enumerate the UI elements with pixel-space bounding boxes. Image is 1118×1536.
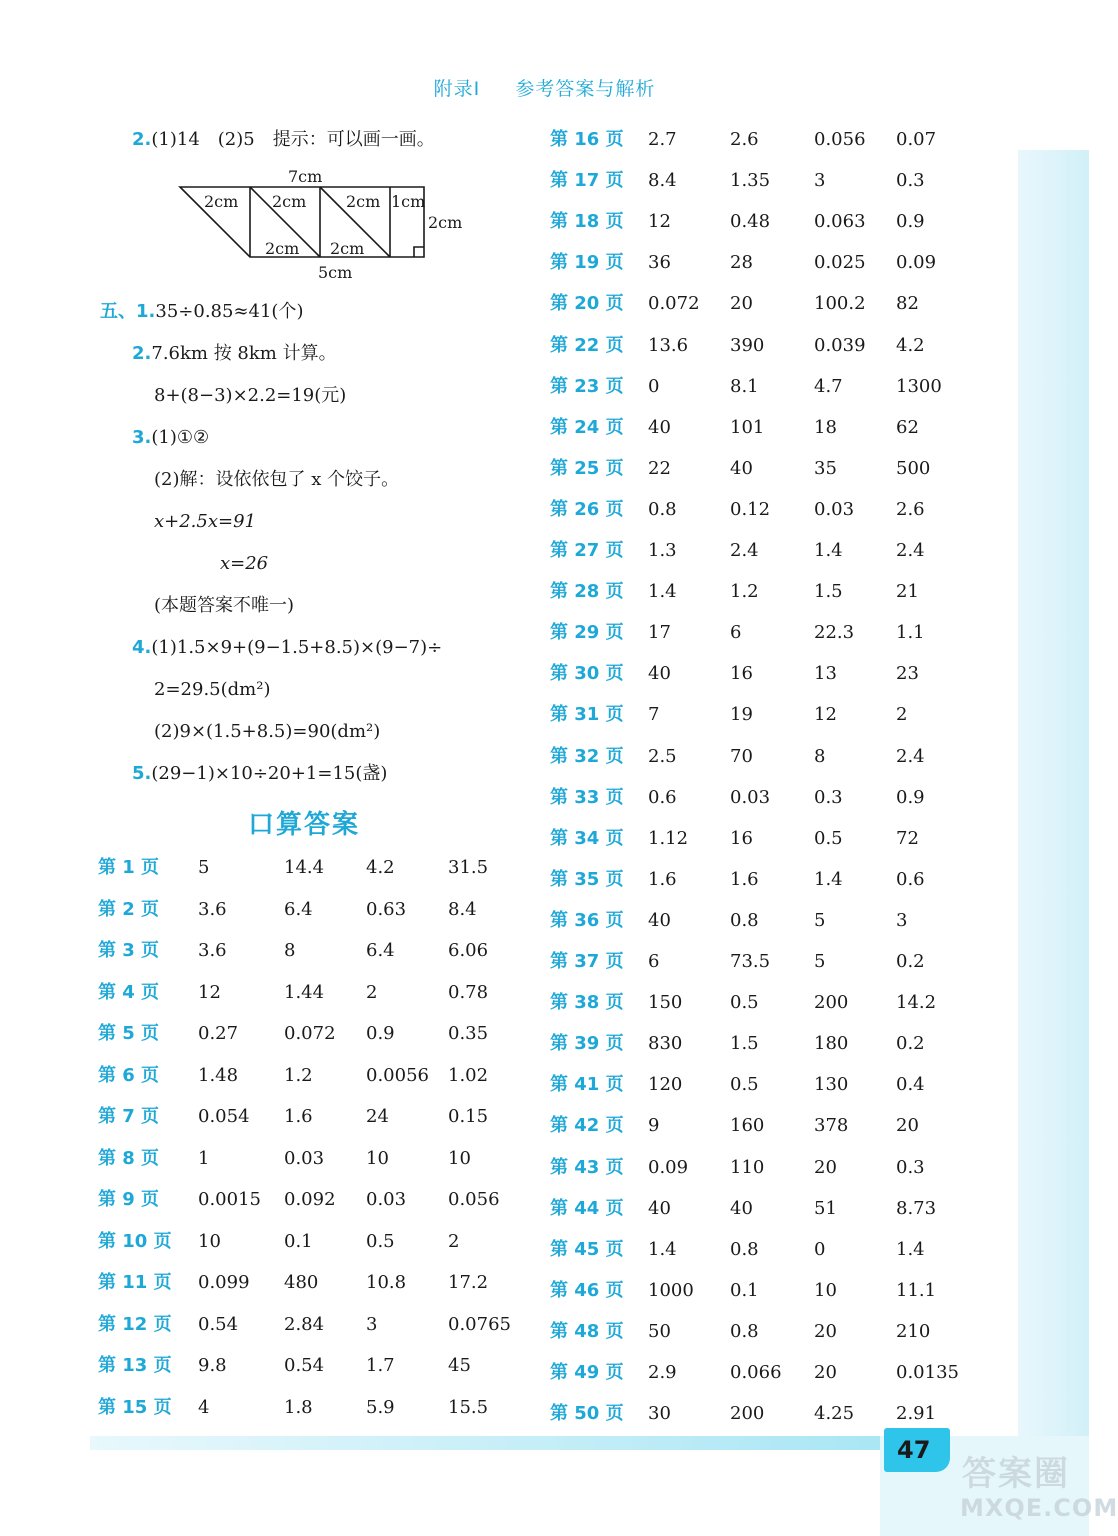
row-page-label: 第 43 页 <box>550 1156 624 1178</box>
row-value: 5 <box>198 857 210 878</box>
row-value: 0.27 <box>198 1023 239 1044</box>
row-value: 0.0056 <box>366 1064 429 1086</box>
row-page-label: 第 50 页 <box>550 1403 624 1425</box>
figure-right-label: 2cm <box>428 213 463 232</box>
row-page-label: 第 49 页 <box>550 1362 624 1383</box>
row-value: 30 <box>648 1403 671 1425</box>
row-value: 2.4 <box>730 540 759 561</box>
row-value: 10 <box>198 1230 221 1252</box>
row-page-label: 第 28 页 <box>550 581 624 603</box>
row-page-label: 第 27 页 <box>550 540 624 561</box>
row-value: 0.15 <box>448 1106 489 1127</box>
row-page-label: 第 25 页 <box>550 457 624 479</box>
watermark-line-1: 答案圈 <box>962 1454 1070 1494</box>
s5-q5-line <box>132 762 387 786</box>
row-value: 210 <box>896 1320 931 1342</box>
row-value: 0.039 <box>814 334 866 356</box>
row-value: 8 <box>814 745 826 767</box>
row-value: 0.3 <box>814 786 843 808</box>
row-value: 1.48 <box>198 1064 239 1086</box>
row-value: 0 <box>648 375 660 397</box>
row-value: 0.03 <box>284 1147 325 1169</box>
row-value: 9 <box>648 1115 660 1137</box>
row-page-label: 第 22 页 <box>550 334 624 356</box>
row-value: 160 <box>730 1115 765 1137</box>
row-value: 200 <box>814 992 849 1014</box>
row-value: 130 <box>814 1074 849 1096</box>
row-value: 0.0765 <box>448 1313 511 1335</box>
row-value: 1.4 <box>648 581 677 603</box>
row-page-label: 第 16 页 <box>550 129 624 150</box>
trapezoid-figure <box>150 160 480 290</box>
kousuan-title: 口算答案 <box>248 810 361 840</box>
row-value: 0.025 <box>814 252 866 274</box>
row-value: 1.6 <box>284 1106 313 1127</box>
s5-q4-text-c: (2)9×(1.5+8.5)=90(dm²) <box>154 721 381 742</box>
row-page-label: 第 29 页 <box>550 622 624 644</box>
row-value: 0.3 <box>896 170 925 192</box>
s5-q3-text-b: (2)解：设依依包了 x 个饺子。 <box>154 469 400 490</box>
row-page-label: 第 8 页 <box>98 1147 160 1169</box>
row-value: 13.6 <box>648 334 689 356</box>
row-value: 20 <box>730 293 753 315</box>
q2-number: 2. <box>132 129 152 150</box>
row-value: 1 <box>198 1147 210 1169</box>
row-value: 0.5 <box>814 827 843 849</box>
row-value: 1.8 <box>284 1396 313 1418</box>
row-value: 72 <box>896 827 919 849</box>
row-value: 378 <box>814 1115 849 1137</box>
row-value: 2.9 <box>648 1362 677 1383</box>
row-value: 2 <box>366 981 378 1003</box>
row-value: 1300 <box>896 375 942 397</box>
row-value: 1.6 <box>730 868 759 890</box>
row-value: 7 <box>648 704 660 726</box>
row-page-label: 第 26 页 <box>550 498 624 520</box>
row-value: 18 <box>814 416 837 438</box>
row-value: 2 <box>448 1230 460 1252</box>
row-value: 2 <box>896 704 908 726</box>
row-value: 0.09 <box>896 252 937 274</box>
section5-label: 五、 <box>100 301 136 322</box>
row-value: 0.063 <box>814 211 866 233</box>
row-value: 0.12 <box>730 498 771 520</box>
s5-q3-text-c: x+2.5x=91 <box>154 511 256 532</box>
row-value: 2.4 <box>896 540 925 561</box>
q2-line <box>132 128 435 152</box>
s5-q2-text-b: 8+(8−3)×2.2=19(元) <box>154 385 347 406</box>
row-value: 4.25 <box>814 1403 855 1425</box>
row-value: 0.0135 <box>896 1362 959 1383</box>
s5-q4-text-b: 2=29.5(dm²) <box>154 679 271 700</box>
row-value: 20 <box>896 1115 919 1137</box>
row-value: 17 <box>648 622 671 644</box>
row-value: 1.2 <box>730 581 759 603</box>
s5-q5-number: 5. <box>132 763 152 784</box>
row-value: 10 <box>448 1147 471 1169</box>
s5-q5-text: (29−1)×10÷20+1=15(盏) <box>151 763 388 784</box>
q2-text: (1)14 (2)5 提示：可以画一画。 <box>151 129 435 150</box>
row-page-label: 第 41 页 <box>550 1074 624 1096</box>
row-value: 3 <box>366 1313 378 1335</box>
row-page-label: 第 39 页 <box>550 1033 624 1055</box>
row-value: 28 <box>730 252 753 274</box>
row-value: 0.8 <box>730 1320 759 1342</box>
row-value: 15.5 <box>448 1396 489 1418</box>
row-value: 0.54 <box>198 1313 239 1335</box>
row-value: 1.4 <box>896 1238 925 1260</box>
row-value: 62 <box>896 416 919 438</box>
s5-q3-text-e: (本题答案不唯一) <box>154 595 295 616</box>
row-value: 3 <box>814 170 826 192</box>
row-value: 3 <box>896 909 908 931</box>
row-page-label: 第 23 页 <box>550 375 624 397</box>
row-value: 31.5 <box>448 857 489 878</box>
s5-q3-text-d: x=26 <box>220 553 269 574</box>
row-value: 0.072 <box>284 1023 336 1044</box>
row-value: 150 <box>648 992 683 1014</box>
row-value: 3.6 <box>198 940 227 961</box>
row-value: 17.2 <box>448 1272 489 1293</box>
row-value: 4.2 <box>896 334 925 356</box>
row-value: 20 <box>814 1362 837 1383</box>
row-value: 4 <box>198 1396 210 1418</box>
row-value: 1.02 <box>448 1064 489 1086</box>
row-value: 0.066 <box>730 1362 782 1383</box>
row-value: 8.73 <box>896 1197 937 1219</box>
row-page-label: 第 13 页 <box>98 1355 172 1376</box>
row-value: 0.0015 <box>198 1189 261 1210</box>
row-value: 0.9 <box>896 211 925 233</box>
row-page-label: 第 30 页 <box>550 663 624 685</box>
row-value: 1.7 <box>366 1355 395 1376</box>
row-page-label: 第 48 页 <box>550 1320 624 1342</box>
row-page-label: 第 35 页 <box>550 868 624 890</box>
row-value: 0.8 <box>730 909 759 931</box>
row-value: 100.2 <box>814 293 866 315</box>
row-page-label: 第 32 页 <box>550 745 624 767</box>
row-page-label: 第 10 页 <box>98 1230 172 1252</box>
s5-q4-number: 4. <box>132 637 152 658</box>
s5-q3-text-a: (1)①② <box>151 427 210 448</box>
row-value: 120 <box>648 1074 683 1096</box>
row-page-label: 第 19 页 <box>550 252 624 274</box>
row-value: 1.4 <box>814 868 843 890</box>
row-value: 5.9 <box>366 1396 395 1418</box>
row-value: 11.1 <box>896 1279 937 1301</box>
s5-q2-number: 2. <box>132 343 152 364</box>
row-value: 13 <box>814 663 837 685</box>
row-page-label: 第 37 页 <box>550 951 624 972</box>
row-value: 2.91 <box>896 1403 937 1425</box>
s5-q1-number: 1. <box>136 301 156 322</box>
row-value: 0.9 <box>896 786 925 808</box>
s5-q4-text-a: (1)1.5×9+(9−1.5+8.5)×(9−7)÷ <box>151 637 443 658</box>
row-value: 40 <box>730 1197 753 1219</box>
row-value: 1.4 <box>648 1238 677 1260</box>
row-value: 830 <box>648 1033 683 1055</box>
row-value: 0.54 <box>284 1355 325 1376</box>
row-value: 0.8 <box>648 498 677 520</box>
row-page-label: 第 18 页 <box>550 211 624 233</box>
row-value: 0.09 <box>648 1156 689 1178</box>
row-value: 51 <box>814 1197 837 1219</box>
row-value: 8.4 <box>448 898 477 920</box>
row-value: 5 <box>814 951 826 972</box>
row-value: 6.06 <box>448 940 489 961</box>
row-page-label: 第 15 页 <box>98 1396 172 1418</box>
row-value: 0.9 <box>366 1023 395 1044</box>
figure-top-label: 7cm <box>288 167 323 186</box>
s5-q2-text-a: 7.6km 按 8km 计算。 <box>151 343 337 364</box>
row-value: 0.1 <box>284 1230 313 1252</box>
row-page-label: 第 12 页 <box>98 1313 172 1335</box>
row-value: 0.8 <box>730 1238 759 1260</box>
row-value: 0.07 <box>896 129 937 150</box>
s5-q2-line <box>132 342 337 366</box>
row-value: 1.4 <box>814 540 843 561</box>
row-value: 82 <box>896 293 919 315</box>
row-value: 24 <box>366 1106 389 1127</box>
row-value: 6.4 <box>366 940 395 961</box>
row-value: 2.84 <box>284 1313 325 1335</box>
row-value: 0 <box>814 1238 826 1260</box>
row-value: 0.054 <box>198 1106 250 1127</box>
row-value: 1.5 <box>730 1033 759 1055</box>
row-value: 14.4 <box>284 857 325 878</box>
row-value: 4.7 <box>814 375 843 397</box>
row-value: 390 <box>730 334 765 356</box>
row-value: 40 <box>648 1197 671 1219</box>
row-value: 110 <box>730 1156 765 1178</box>
figure-label-1: 2cm <box>204 192 239 211</box>
figure-label-5: 2cm <box>265 239 300 258</box>
row-value: 0.4 <box>896 1074 925 1096</box>
row-value: 200 <box>730 1403 765 1425</box>
row-value: 12 <box>814 704 837 726</box>
row-value: 20 <box>814 1156 837 1178</box>
row-page-label: 第 3 页 <box>98 940 160 961</box>
figure-label-4: 1cm <box>391 192 426 211</box>
watermark <box>958 1440 1118 1532</box>
row-value: 1000 <box>648 1279 694 1301</box>
s5-q1-line <box>100 300 303 324</box>
row-page-label: 第 46 页 <box>550 1279 624 1301</box>
row-value: 22.3 <box>814 622 855 644</box>
s5-q3-line <box>132 426 209 450</box>
row-value: 16 <box>730 827 753 849</box>
row-value: 20 <box>814 1320 837 1342</box>
row-page-label: 第 2 页 <box>98 898 160 920</box>
row-value: 10 <box>366 1147 389 1169</box>
row-page-label: 第 45 页 <box>550 1238 624 1260</box>
row-value: 6 <box>648 951 660 972</box>
row-value: 40 <box>648 909 671 931</box>
figure-bottom-label: 5cm <box>318 263 353 282</box>
row-value: 6.4 <box>284 898 313 920</box>
row-value: 180 <box>814 1033 849 1055</box>
row-value: 35 <box>814 457 837 479</box>
row-value: 0.2 <box>896 951 925 972</box>
row-page-label: 第 5 页 <box>98 1023 160 1044</box>
row-value: 1.3 <box>648 540 677 561</box>
row-value: 0.03 <box>730 786 771 808</box>
row-value: 8 <box>284 940 296 961</box>
row-value: 0.056 <box>448 1189 500 1210</box>
row-value: 0.5 <box>730 992 759 1014</box>
row-value: 40 <box>648 663 671 685</box>
row-page-label: 第 33 页 <box>550 786 624 808</box>
page-header <box>0 74 1089 101</box>
row-value: 8.4 <box>648 170 677 192</box>
row-page-label: 第 1 页 <box>98 857 160 878</box>
row-value: 1.12 <box>648 827 689 849</box>
row-value: 0.1 <box>730 1279 759 1301</box>
row-value: 0.78 <box>448 981 489 1003</box>
row-value: 1.5 <box>814 581 843 603</box>
row-value: 10.8 <box>366 1272 407 1293</box>
figure-label-6: 2cm <box>330 239 365 258</box>
row-page-label: 第 6 页 <box>98 1064 160 1086</box>
row-value: 40 <box>648 416 671 438</box>
row-value: 2.4 <box>896 745 925 767</box>
row-value: 5 <box>814 909 826 931</box>
row-value: 45 <box>448 1355 471 1376</box>
row-value: 0.48 <box>730 211 771 233</box>
row-value: 70 <box>730 745 753 767</box>
row-value: 36 <box>648 252 671 274</box>
row-value: 16 <box>730 663 753 685</box>
row-value: 4.2 <box>366 857 395 878</box>
row-page-label: 第 36 页 <box>550 909 624 931</box>
row-value: 9.8 <box>198 1355 227 1376</box>
row-page-label: 第 11 页 <box>98 1272 172 1293</box>
row-value: 40 <box>730 457 753 479</box>
figure-label-3: 2cm <box>346 192 381 211</box>
figure-label-2: 2cm <box>272 192 307 211</box>
row-value: 19 <box>730 704 753 726</box>
page-number: 47 <box>897 1436 931 1464</box>
row-value: 10 <box>814 1279 837 1301</box>
row-value: 1.6 <box>648 868 677 890</box>
row-value: 0.099 <box>198 1272 250 1293</box>
s5-q1-text: 35÷0.85≈41(个) <box>155 301 304 322</box>
row-value: 73.5 <box>730 951 771 972</box>
row-value: 0.03 <box>366 1189 407 1210</box>
row-value: 2.6 <box>896 498 925 520</box>
row-value: 0.5 <box>730 1074 759 1096</box>
row-value: 0.6 <box>896 868 925 890</box>
s5-q3-number: 3. <box>132 427 152 448</box>
row-value: 101 <box>730 416 765 438</box>
row-value: 12 <box>648 211 671 233</box>
watermark-line-2: MXQE.COM <box>960 1494 1118 1522</box>
row-value: 0.3 <box>896 1156 925 1178</box>
row-value: 0.63 <box>366 898 407 920</box>
row-value: 50 <box>648 1320 671 1342</box>
side-band <box>1018 150 1089 1440</box>
row-page-label: 第 9 页 <box>98 1189 160 1210</box>
row-page-label: 第 7 页 <box>98 1106 160 1127</box>
row-value: 2.7 <box>648 129 677 150</box>
row-value: 0.35 <box>448 1023 489 1044</box>
row-page-label: 第 34 页 <box>550 827 624 849</box>
row-value: 480 <box>284 1272 319 1293</box>
row-page-label: 第 4 页 <box>98 981 160 1003</box>
row-value: 2.5 <box>648 745 677 767</box>
row-value: 0.056 <box>814 129 866 150</box>
header-title: 参考答案与解析 <box>515 78 656 100</box>
row-value: 0.03 <box>814 498 855 520</box>
bottom-band <box>90 1436 1018 1450</box>
row-value: 23 <box>896 663 919 685</box>
row-value: 1.1 <box>896 622 925 644</box>
row-value: 1.35 <box>730 170 771 192</box>
row-value: 0.092 <box>284 1189 336 1210</box>
row-value: 2.6 <box>730 129 759 150</box>
row-page-label: 第 44 页 <box>550 1197 624 1219</box>
row-value: 3.6 <box>198 898 227 920</box>
row-value: 21 <box>896 581 919 603</box>
row-value: 500 <box>896 457 931 479</box>
row-value: 14.2 <box>896 992 937 1014</box>
s5-q4-line <box>132 636 442 660</box>
row-value: 1.2 <box>284 1064 313 1086</box>
header-appendix: 附录Ⅰ <box>433 78 481 100</box>
row-page-label: 第 42 页 <box>550 1115 624 1137</box>
row-page-label: 第 31 页 <box>550 704 624 726</box>
row-value: 0.6 <box>648 786 677 808</box>
row-value: 0.5 <box>366 1230 395 1252</box>
row-page-label: 第 38 页 <box>550 992 624 1014</box>
row-value: 6 <box>730 622 742 644</box>
row-value: 12 <box>198 981 221 1003</box>
row-value: 22 <box>648 457 671 479</box>
row-page-label: 第 20 页 <box>550 293 624 315</box>
row-value: 1.44 <box>284 981 325 1003</box>
row-value: 8.1 <box>730 375 759 397</box>
row-value: 0.072 <box>648 293 700 315</box>
row-page-label: 第 17 页 <box>550 170 624 192</box>
row-value: 0.2 <box>896 1033 925 1055</box>
row-page-label: 第 24 页 <box>550 416 624 438</box>
